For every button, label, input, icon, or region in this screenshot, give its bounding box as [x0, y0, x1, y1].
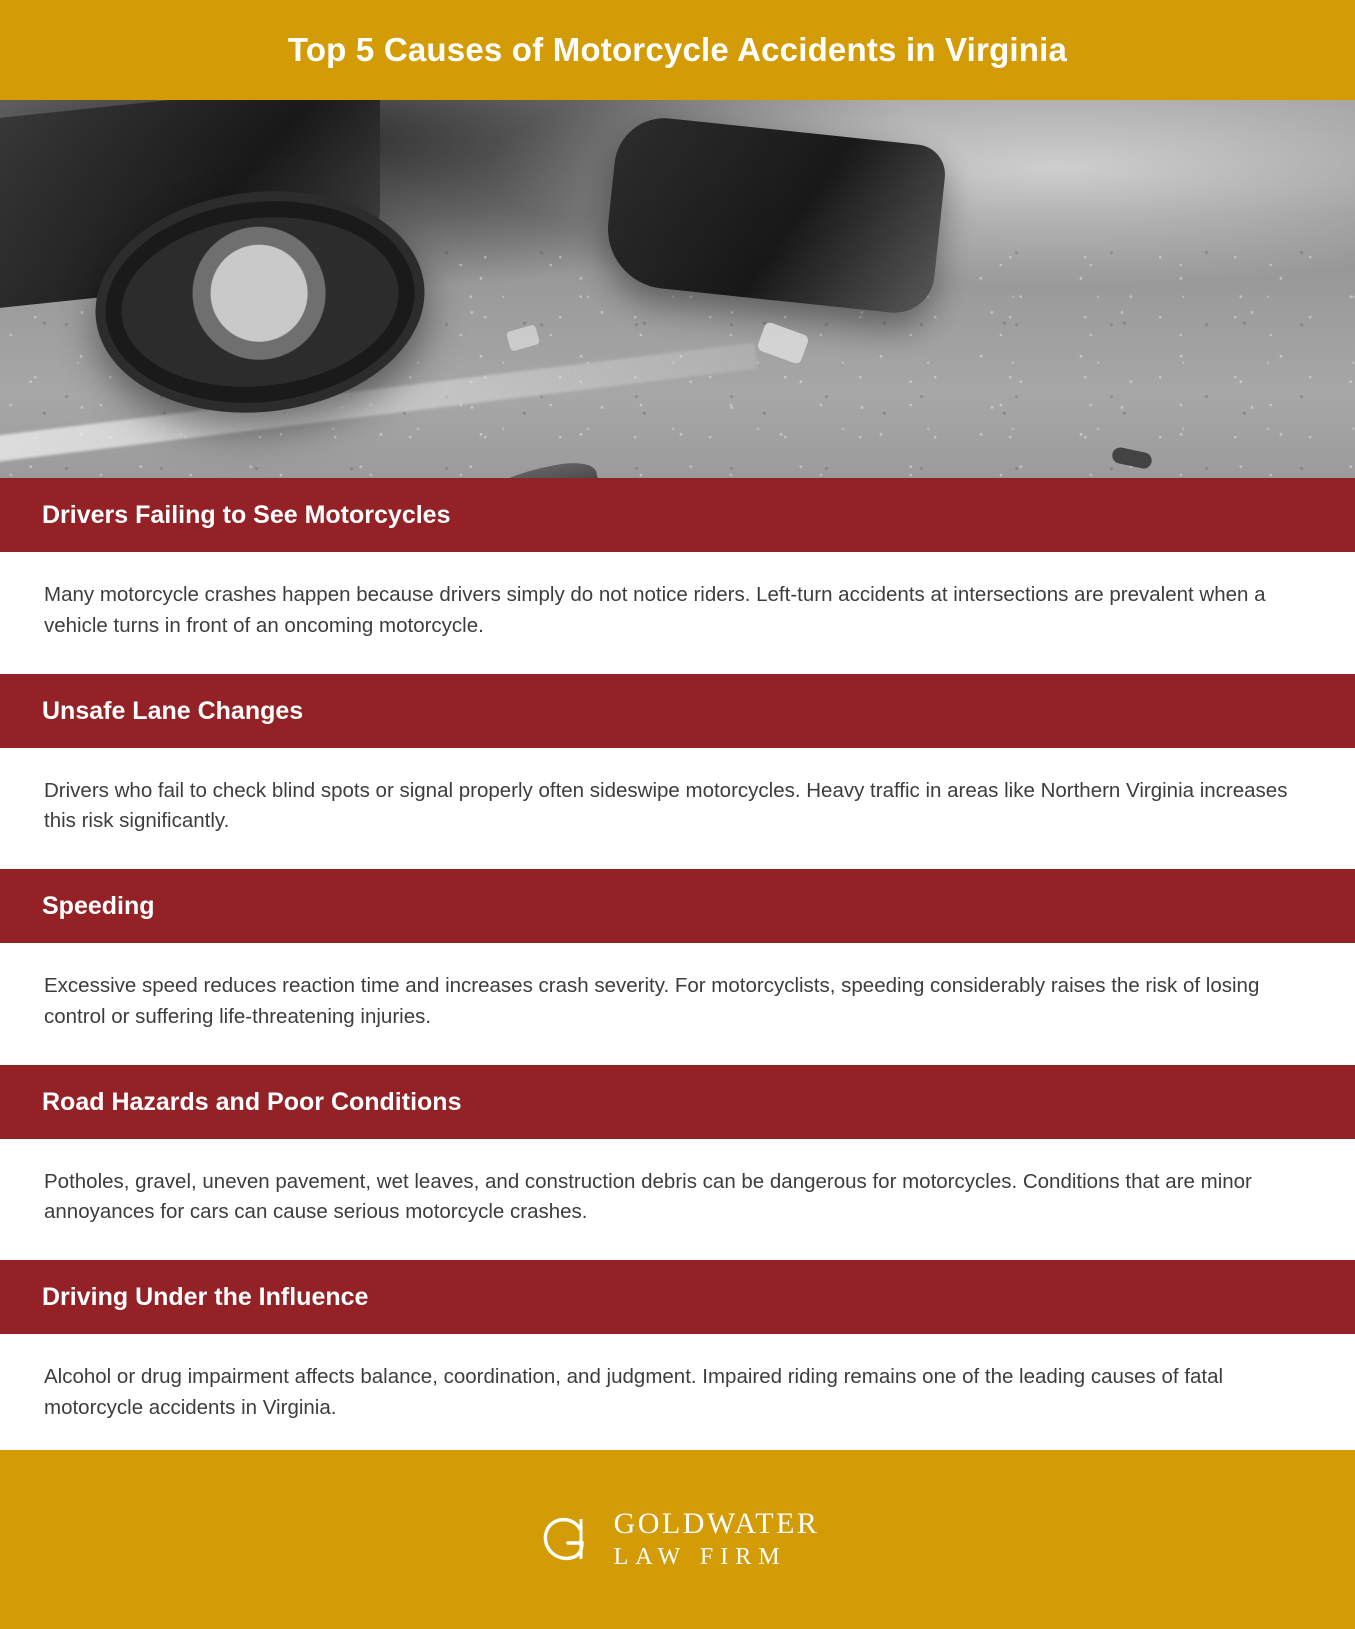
- brand-logo: [536, 1507, 820, 1571]
- section-title: Speeding: [42, 892, 155, 920]
- section-text: Excessive speed reduces reaction time and increases crash severity. For motorcyclists, speeding considerably raises the risk of losing control or suffering life-threatening injuries.: [44, 974, 1260, 1028]
- section-header-5: [0, 1260, 1355, 1334]
- footer-bar: [0, 1450, 1355, 1629]
- section-body-1: [0, 552, 1355, 668]
- section-body-3: [0, 943, 1355, 1059]
- section-body-2: [0, 748, 1355, 864]
- page-title: Top 5 Causes of Motorcycle Accidents in Virginia: [287, 31, 1068, 69]
- section-header-1: [0, 478, 1355, 552]
- section-body-4: [0, 1139, 1355, 1255]
- section-header-4: [0, 1065, 1355, 1139]
- section-body-5: [0, 1334, 1355, 1450]
- header-bar: [0, 0, 1355, 100]
- brand-subtitle: LAW FIRM: [613, 1544, 787, 1571]
- section-title: Driving Under the Influence: [42, 1283, 369, 1311]
- section-header-2: [0, 674, 1355, 748]
- section-text: Many motorcycle crashes happen because drivers simply do not notice riders. Left-turn accidents at intersections are prevalent when a vehicle turns in front of an oncoming motorcycle.: [44, 583, 1266, 637]
- section-text: Alcohol or drug impairment affects balance, coordination, and judgment. Impaired riding remains one of the leading causes of fatal motorcycle accidents in Virginia.: [44, 1365, 1224, 1419]
- section-title: Road Hazards and Poor Conditions: [42, 1087, 462, 1116]
- section-title: Unsafe Lane Changes: [42, 696, 304, 725]
- section-text: Potholes, gravel, uneven pavement, wet leaves, and construction debris can be dangerous for motorcycles. Conditions that are minor annoyances for cars can cause serious motorcycle crashes.: [44, 1169, 1252, 1224]
- section-text: Drivers who fail to check blind spots or signal properly often sideswipe motorcycles. Heavy traffic in areas like Northern Virginia increases this risk significantly.: [44, 778, 1288, 833]
- hero-motorcycle-right: [602, 113, 948, 317]
- goldwater-g-monogram-icon: [536, 1507, 600, 1571]
- hero-image: [0, 100, 1355, 478]
- brand-logo-text: [614, 1509, 820, 1569]
- section-header-3: [0, 869, 1355, 943]
- brand-name: GOLDWATER: [613, 1507, 820, 1541]
- section-title: Drivers Failing to See Motorcycles: [42, 501, 451, 529]
